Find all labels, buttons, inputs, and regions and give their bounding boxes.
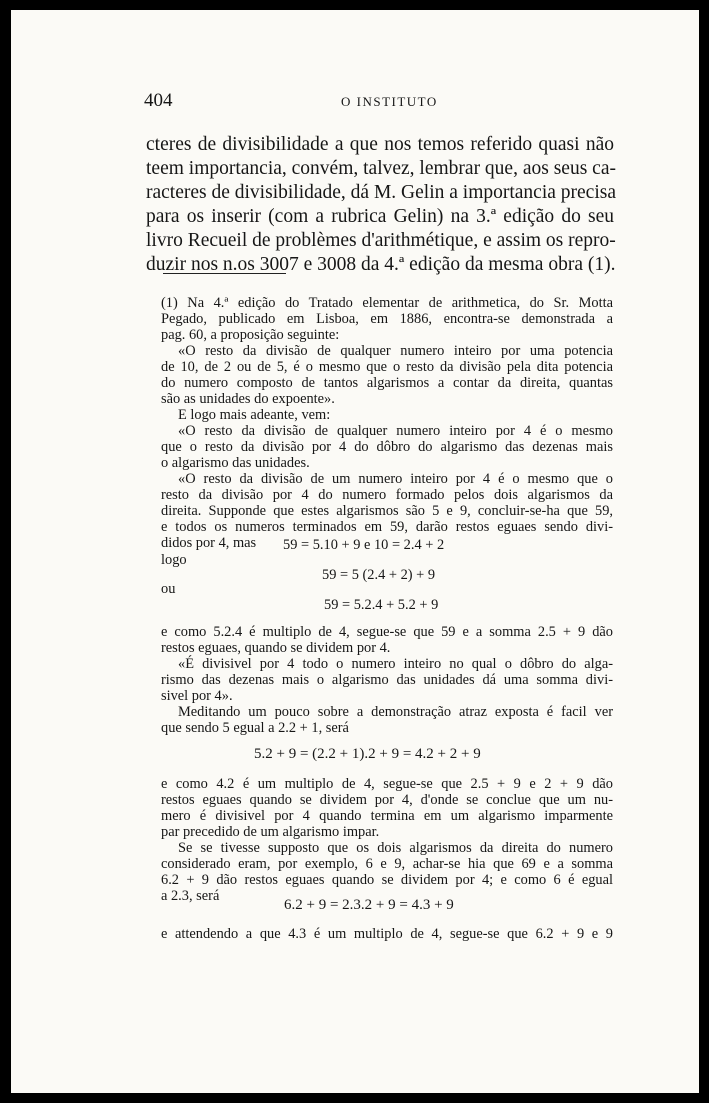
equation: 6.2 + 9 = 2.3.2 + 9 = 4.3 + 9 <box>284 897 454 913</box>
equation: 59 = 5 (2.4 + 2) + 9 <box>322 567 436 583</box>
footnote-line: e attendendo a que 4.3 é um multiplo de 4, segue-se que 6.2 + 9 e 9 <box>161 926 613 942</box>
footnote-line: didos por 4, mas <box>161 535 257 551</box>
footnote-line: e todos os numeros terminados em 59, darão restos eguaes sendo divi- <box>161 519 613 535</box>
footnote-line: que o resto da divisão por 4 do dôbro do algarismo das dezenas mais <box>161 439 613 455</box>
footnote-line: restos eguaes quando se dividem por 4, d'onde se conclue que um nu- <box>161 792 613 808</box>
footnote-line: são as unidades do expoente». <box>161 391 335 407</box>
equation: 59 = 5.2.4 + 5.2 + 9 <box>324 597 439 613</box>
footnote-line: Se se tivesse supposto que os dois algarismos da direita do numero <box>178 840 613 856</box>
footnote-line: direita. Supponde que estes algarismos são 5 e 9, concluir-se-ha que 59, <box>161 503 613 519</box>
footnote-line: E logo mais adeante, vem: <box>178 407 331 423</box>
main-text-line: cteres de divisibilidade a que nos temos referido quasi não <box>146 134 614 155</box>
footnote-line: resto da divisão por 4 do numero formado pelos dois algarismos da <box>161 487 613 503</box>
equation-label: ou <box>161 581 176 597</box>
footnote-line: «O resto da divisão de qualquer numero inteiro por 4 é o mesmo <box>178 423 613 439</box>
footnote-separator <box>163 273 286 274</box>
page-number: 404 <box>144 90 173 111</box>
footnote-line: o algarismo das unidades. <box>161 455 310 471</box>
main-text-line: duzir nos n.os 3007 e 3008 da 4.ª edição da mesma obra (1). <box>146 254 616 275</box>
footnote-line: considerado eram, por exemplo, 6 e 9, achar-se hia que 69 e a somma <box>161 856 613 872</box>
equation: 59 = 5.10 + 9 e 10 = 2.4 + 2 <box>283 537 445 553</box>
book-page <box>11 10 699 1093</box>
footnote-line: de 10, de 2 ou de 5, é o mesmo que o resto da divisão pela dita potencia <box>161 359 613 375</box>
footnote-line: Pegado, publicado em Lisboa, em 1886, encontra-se demonstrada a <box>161 311 613 327</box>
running-head: O INSTITUTO <box>341 94 438 109</box>
footnote-line: «É divisivel por 4 todo o numero inteiro no qual o dôbro do alga- <box>178 656 613 672</box>
main-text-line: teem importancia, convém, talvez, lembrar que, aos seus ca- <box>146 158 616 179</box>
footnote-line: 6.2 + 9 dão restos eguaes quando se dividem por 4; e como 6 é egual <box>161 872 613 888</box>
footnote-line: que sendo 5 egual a 2.2 + 1, será <box>161 720 349 736</box>
footnote-line: Meditando um pouco sobre a demonstração atraz exposta é facil ver <box>178 704 613 720</box>
footnote-line: pag. 60, a proposição seguinte: <box>161 327 340 343</box>
footnote-line: restos eguaes, quando se dividem por 4. <box>161 640 391 656</box>
equation-label: logo <box>161 552 187 568</box>
equation: 5.2 + 9 = (2.2 + 1).2 + 9 = 4.2 + 2 + 9 <box>254 746 481 762</box>
footnote-line: «O resto da divisão de um numero inteiro por 4 é o mesmo que o <box>178 471 613 487</box>
main-text-line: livro Recueil de problèmes d'arithmétique, e assim os repro- <box>146 230 616 251</box>
footnote-line: «O resto da divisão de qualquer numero inteiro por uma potencia <box>178 343 613 359</box>
footnote-line: do numero composto de tantos algarismos a contar da direita, quantas <box>161 375 613 391</box>
footnote-line: e como 4.2 é um multiplo de 4, segue-se que 2.5 + 9 e 2 + 9 dão <box>161 776 613 792</box>
footnote-line: e como 5.2.4 é multiplo de 4, segue-se que 59 e a somma 2.5 + 9 dão <box>161 624 613 640</box>
main-text-line: racteres de divisibilidade, dá M. Gelin a importancia precisa <box>146 182 616 203</box>
footnote-line: (1) Na 4.ª edição do Tratado elementar de arithmetica, do Sr. Motta <box>161 295 613 311</box>
footnote-line: a 2.3, será <box>161 888 220 904</box>
main-text-line: para os inserir (com a rubrica Gelin) na 3.ª edição do seu <box>146 206 614 227</box>
footnote-line: rismo das dezenas mais o algarismo das unidades dá uma somma divi- <box>161 672 613 688</box>
footnote-line: mero é divisivel por 4 quando termina em um algarismo imparmente <box>161 808 613 824</box>
page-header <box>144 90 614 120</box>
footnote-line: sivel por 4». <box>161 688 233 704</box>
footnote-line: par precedido de um algarismo impar. <box>161 824 380 840</box>
